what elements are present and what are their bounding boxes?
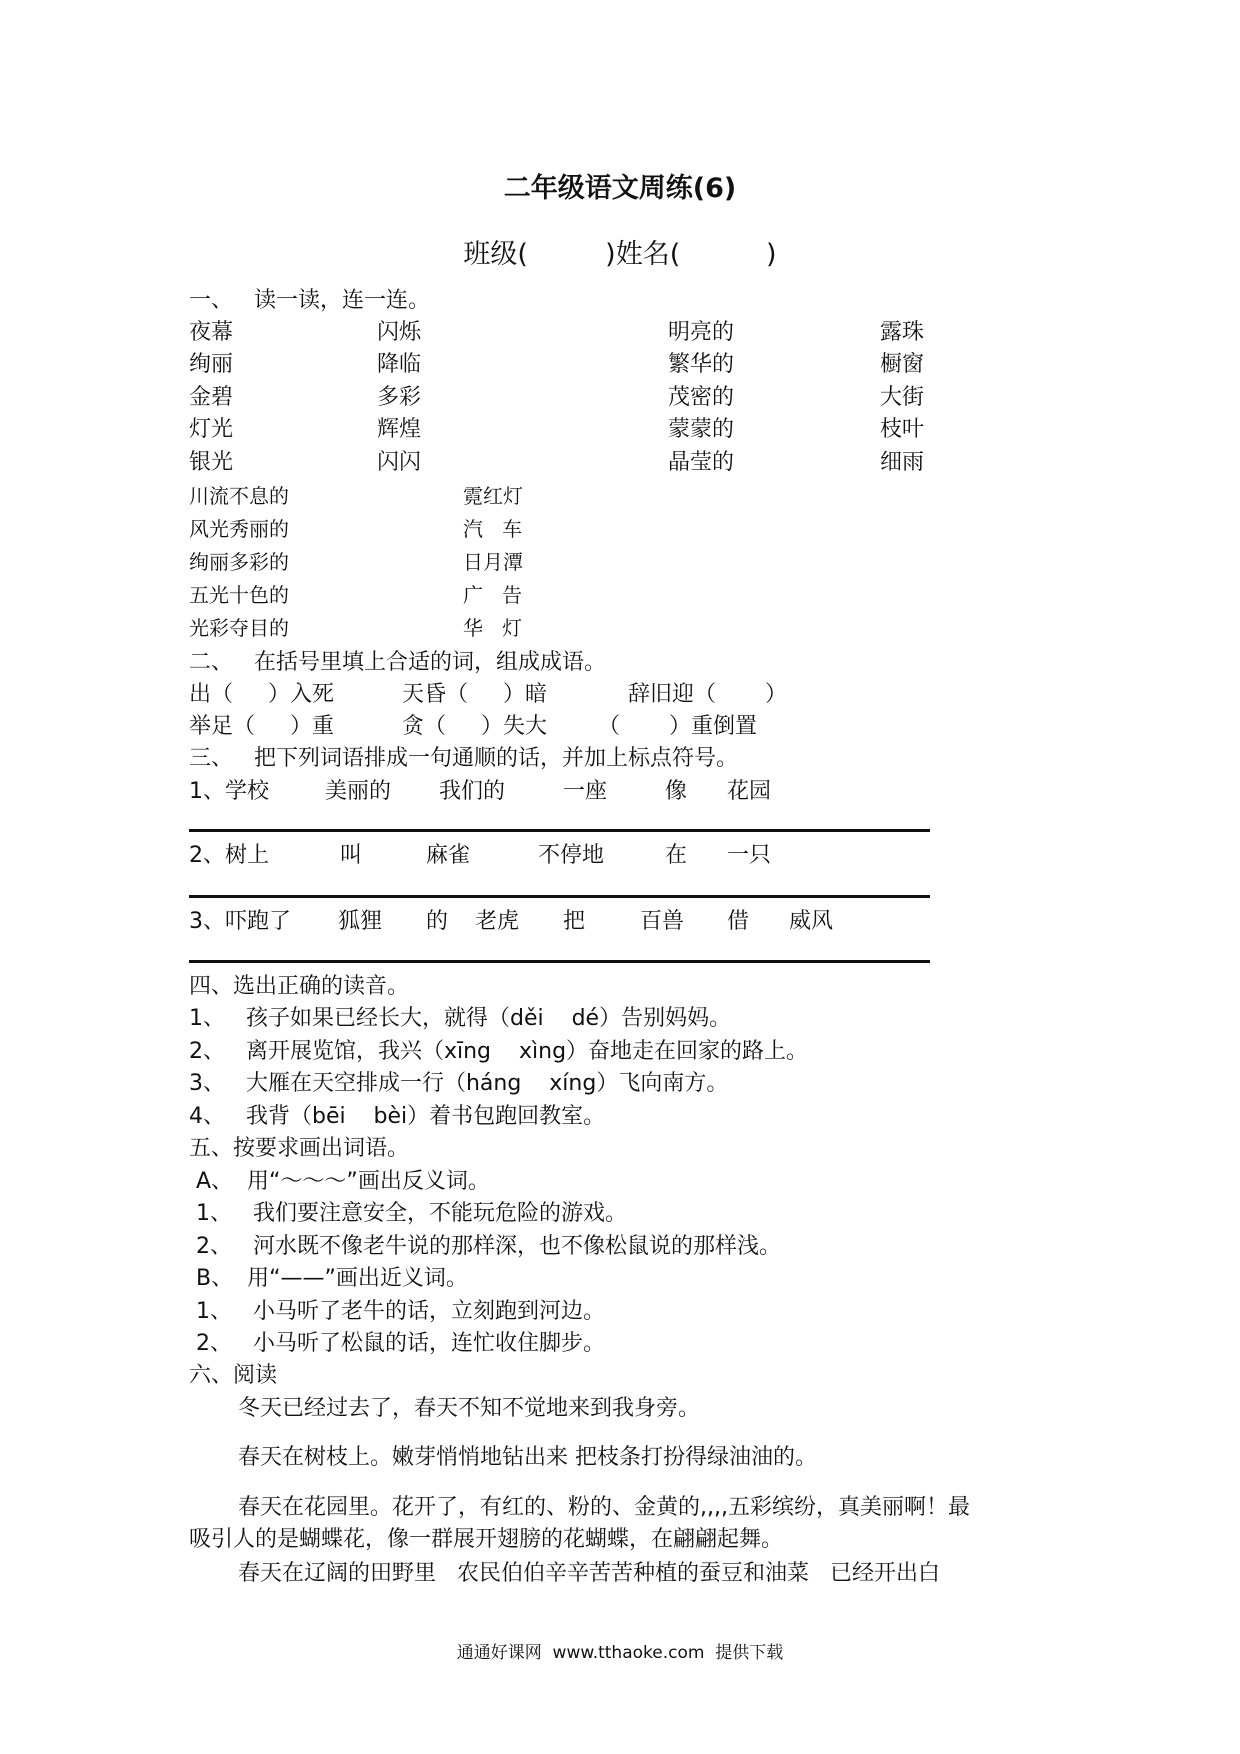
s5-line-4: 1、 小马听了老牛的话，立刻跑到河边。 xyxy=(189,1299,605,1324)
s3-item3-word-0: 3、吓跑了 xyxy=(189,909,291,934)
s1-left-col1-3: 灯光 xyxy=(189,417,234,442)
class-name-line: 班级( )姓名( ) xyxy=(463,239,777,270)
s5-line-5: 2、 小马听了松鼠的话，连忙收住脚步。 xyxy=(189,1331,605,1356)
s1-right-col2-2: 大街 xyxy=(880,385,925,410)
s2-row1-item-0: 出（ ）入死 xyxy=(189,682,334,707)
s6-paragraph-2: 春天在花园里。花开了，有红的、粉的、金黄的,,,,五彩缤纷，真美丽啊！最 xyxy=(238,1495,970,1520)
s4-item-3: 4、 我背（bēi bèi）着书包跑回教室。 xyxy=(189,1104,606,1129)
s2-row1-item-1: 天昏（ ）暗 xyxy=(402,682,547,707)
s2-row2-item-0: 举足（ ）重 xyxy=(189,714,334,739)
s1-left-col1-0: 夜幕 xyxy=(189,320,234,345)
s1-b-col2-1: 汽 车 xyxy=(463,517,523,541)
s5-line-1: 1、 我们要注意安全，不能玩危险的游戏。 xyxy=(189,1201,627,1226)
s1-b-col1-2: 绚丽多彩的 xyxy=(189,550,289,574)
s3-item1-word-0: 1、学校 xyxy=(189,779,269,804)
s1-right-col1-2: 茂密的 xyxy=(668,385,735,410)
s1-right-col1-4: 晶莹的 xyxy=(668,450,735,475)
s1-right-col1-0: 明亮的 xyxy=(668,320,735,345)
s4-item-0: 1、 孩子如果已经长大，就得（děi dé）告别妈妈。 xyxy=(189,1006,732,1031)
s3-item1-word-4: 像 xyxy=(665,779,688,804)
s3-item1-word-3: 一座 xyxy=(563,779,608,804)
s1-right-col1-1: 繁华的 xyxy=(668,352,735,377)
s3-item2-word-3: 不停地 xyxy=(538,843,605,868)
s2-row1-item-2: 辞旧迎（ ） xyxy=(628,682,787,707)
s1-left-col2-3: 辉煌 xyxy=(377,417,422,442)
answer-line-1 xyxy=(189,829,930,832)
answer-line-3 xyxy=(189,960,930,963)
s3-item3-word-5: 百兽 xyxy=(640,909,685,934)
s1-right-col2-3: 枝叶 xyxy=(880,417,925,442)
s3-item2-word-4: 在 xyxy=(665,843,688,868)
s5-line-3: B、 用“——”画出近义词。 xyxy=(189,1266,468,1291)
s1-b-col2-2: 日月潭 xyxy=(463,550,523,574)
s3-item3-word-7: 威风 xyxy=(789,909,834,934)
s2-row2-item-1: 贪（ ）失大 xyxy=(402,714,547,739)
section-5-heading: 五、按要求画出词语。 xyxy=(189,1136,410,1161)
section-1-heading: 一、 读一读，连一连。 xyxy=(189,288,430,313)
s2-row2-item-2: （ ）重倒置 xyxy=(598,714,757,739)
s1-left-col1-2: 金碧 xyxy=(189,385,234,410)
s5-line-2: 2、 河水既不像老牛说的那样深，也不像松鼠说的那样浅。 xyxy=(189,1234,781,1259)
s1-right-col2-0: 露珠 xyxy=(880,320,925,345)
s1-b-col1-0: 川流不息的 xyxy=(189,484,289,508)
s1-b-col1-4: 光彩夺目的 xyxy=(189,616,289,640)
s1-left-col1-1: 绚丽 xyxy=(189,352,234,377)
s1-right-col1-3: 蒙蒙的 xyxy=(668,417,735,442)
answer-line-2 xyxy=(189,895,930,898)
section-3-heading: 三、 把下列词语排成一句通顺的话，并加上标点符号。 xyxy=(189,746,738,771)
s6-paragraph-1: 春天在树枝上。嫩芽悄悄地钻出来 把枝条打扮得绿油油的。 xyxy=(238,1445,817,1470)
s5-line-0: A、 用“～～～”画出反义词。 xyxy=(189,1169,490,1194)
s1-b-col2-0: 霓红灯 xyxy=(463,484,523,508)
s3-item2-word-2: 麻雀 xyxy=(426,843,471,868)
s4-item-1: 2、 离开展览馆，我兴（xīng xìng）奋地走在回家的路上。 xyxy=(189,1039,809,1064)
page-title: 二年级语文周练(6) xyxy=(503,173,737,204)
section-2-heading: 二、 在括号里填上合适的词，组成成语。 xyxy=(189,650,606,675)
s1-b-col1-1: 风光秀丽的 xyxy=(189,517,289,541)
s6-paragraph-0: 冬天已经过去了，春天不知不觉地来到我身旁。 xyxy=(238,1396,701,1421)
s1-b-col1-3: 五光十色的 xyxy=(189,583,289,607)
s3-item3-word-2: 的 xyxy=(426,909,449,934)
s6-paragraph-4: 春天在辽阔的田野里 农民伯伯辛辛苦苦种植的蚕豆和油菜 已经开出白 xyxy=(238,1561,940,1586)
s1-left-col2-1: 降临 xyxy=(377,352,422,377)
s1-left-col2-4: 闪闪 xyxy=(377,450,422,475)
s3-item2-word-1: 叫 xyxy=(340,843,363,868)
s3-item2-word-5: 一只 xyxy=(727,843,772,868)
s3-item3-word-4: 把 xyxy=(563,909,586,934)
s1-right-col2-1: 橱窗 xyxy=(880,352,925,377)
s1-left-col2-2: 多彩 xyxy=(377,385,422,410)
page-footer: 通通好课网 www.tthaoke.com 提供下载 xyxy=(456,1643,784,1663)
s3-item1-word-1: 美丽的 xyxy=(325,779,392,804)
s1-right-col2-4: 细雨 xyxy=(880,450,925,475)
s4-item-2: 3、 大雁在天空排成一行（háng xíng）飞向南方。 xyxy=(189,1071,729,1096)
s3-item3-word-1: 狐狸 xyxy=(338,909,383,934)
s3-item1-word-5: 花园 xyxy=(727,779,772,804)
s6-paragraph-3: 吸引人的是蝴蝶花，像一群展开翅膀的花蝴蝶，在翩翩起舞。 xyxy=(189,1527,784,1552)
s1-left-col2-0: 闪烁 xyxy=(377,320,422,345)
s3-item2-word-0: 2、树上 xyxy=(189,843,269,868)
section-6-heading: 六、阅读 xyxy=(189,1363,278,1388)
s3-item3-word-3: 老虎 xyxy=(475,909,520,934)
s1-left-col1-4: 银光 xyxy=(189,450,234,475)
s1-b-col2-4: 华 灯 xyxy=(463,616,523,640)
s3-item1-word-2: 我们的 xyxy=(439,779,506,804)
s1-b-col2-3: 广 告 xyxy=(463,583,523,607)
s3-item3-word-6: 借 xyxy=(727,909,750,934)
section-4-heading: 四、选出正确的读音。 xyxy=(189,974,410,999)
